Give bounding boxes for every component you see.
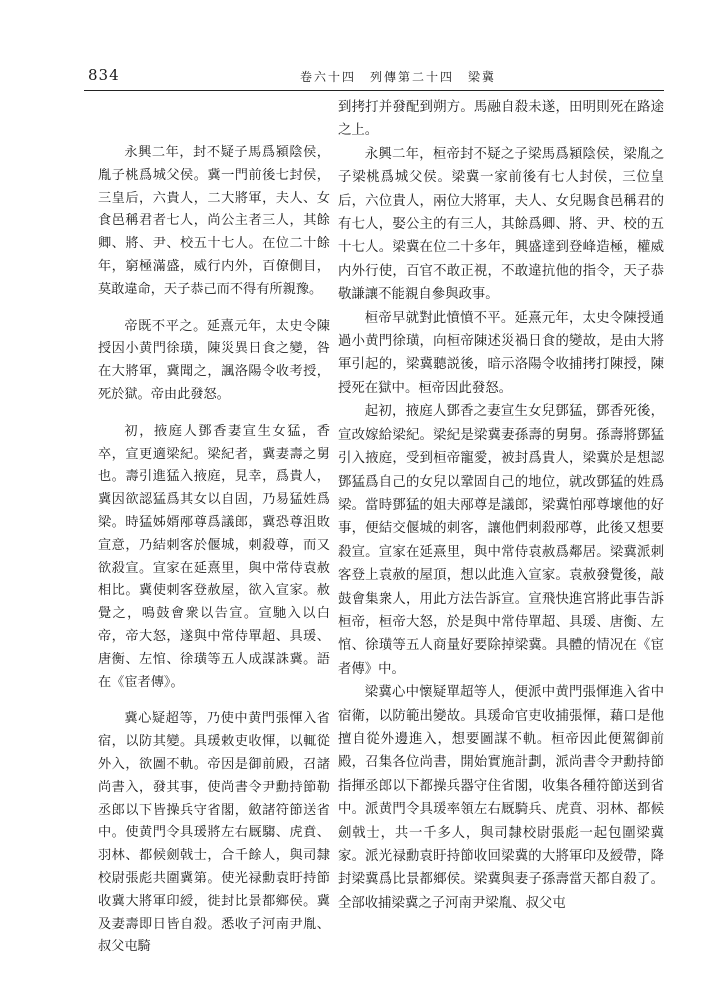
translation-paragraph: 到拷打并發配到朔方。馬融自殺未遂，田明則死在路途之上。 (338, 100, 664, 139)
running-title: 卷六十四 列傳第二十四 梁冀 (300, 70, 497, 84)
classical-paragraph: 永興二年，封不疑子馬爲潁陰侯，胤子桃爲城父侯。冀一門前後七封侯，三皇后，六貴人，二大將軍，夫人、女食邑稱君者七人，尚公主者三人，其餘卿、將、尹、校五十七人。在位二十餘年，窮極滿盛，威行内外，百僚側目，莫敢違命，天子恭己而不得有所親豫。 (98, 145, 330, 297)
translation-paragraph: 桓帝早就對此憤憤不平。延熹元年，太史令陳授通過小黄門徐璜，向桓帝陳述災禍日食的變故，是由大將軍引起的，梁冀聽説後，暗示洛陽令收捕拷打陳授，陳授死在獄中。桓帝因此發怒。 (338, 310, 664, 396)
classical-paragraph: 冀心疑超等，乃使中黄門張惲入省宿，以防其變。具瑗敕吏收惲，以輒從外入，欲圖不軌。帝因是御前殿，召諸尚書入，發其事，使尚書令尹勳持節勒丞郎以下皆操兵守省閣，斂諸符節送省中。使黄門令具瑗將左右厩騶、虎賁、羽林、都候劍戟士，合千餘人，與司隸校尉張彪共圍冀第。使光禄勳袁盱持節收冀大將軍印綬，徙封比景都鄉侯。冀及妻壽即日皆自殺。悉收子河南尹胤、叔父屯騎 (98, 711, 330, 955)
translation-paragraph: 起初，掖庭人鄧香之妻宣生女兒鄧猛，鄧香死後，宣改嫁給梁紀。梁紀是梁冀妻孫壽的舅舅。孫壽將鄧猛引入掖庭，受到桓帝寵愛，被封爲貴人，梁冀於是想認鄧猛爲自己的女兒以鞏固自己的地位，就改鄧猛的姓爲梁。當時鄧猛的姐夫邴尊是議郎，梁冀怕邴尊壞他的好事，便結交偃城的刺客，讓他們刺殺邴尊，此後又想要殺宣。宣家在延熹里，與中常侍袁赦爲鄰居。梁冀派刺客登上袁赦的屋頂，想以此進入宣家。袁赦發覺後，敲鼓會集衆人，用此方法告訴宣。宣飛快進宮將此事告訴桓帝，桓帝大怒，於是與中常侍單超、具瑗、唐衡、左悺、徐璜等五人商量好要除掉梁冀。具體的情况在《宦者傳》中。 (338, 404, 664, 677)
classical-paragraph: 初，掖庭人鄧香妻宣生女猛，香卒，宣更適梁紀。梁紀者，冀妻壽之舅也。壽引進猛入掖庭，見幸，爲貴人，冀因欲認猛爲其女以自固，乃易猛姓爲梁。時猛姊婿邴尊爲議郎，冀恐尊沮敗宣意，乃結刺客於偃城，刺殺尊，而又欲殺宣。宣家在延熹里，與中常侍袁赦相比。冀使刺客登赦屋，欲入宣家。赦覺之，鳴鼓會衆以告宣。宣馳入以白帝，帝大怒，遂與中常侍單超、具瑗、唐衡、左悺、徐璜等五人成謀誅冀。語在《宦者傳》。 (98, 423, 330, 690)
page-number: 834 (88, 66, 120, 84)
page-header (0, 0, 716, 96)
classical-paragraph: 帝既不平之。延熹元年，太史令陳授因小黄門徐璜，陳災異日食之變，咎在大將軍，冀聞之，諷洛陽令收考授，死於獄。帝由此發怒。 (98, 318, 330, 402)
translation-text-column (338, 96, 664, 980)
classical-paragraph (98, 96, 330, 142)
classical-text-column (98, 96, 330, 980)
translation-paragraph: 永興二年，桓帝封不疑之子梁馬爲潁陰侯，梁胤之子梁桃爲城父侯。梁冀一家前後有七人封侯，三位皇后，六位貴人，兩位大將軍，夫人、女兒賜食邑稱君的有七人，娶公主的有三人，其餘爲卿、將、尹、校的五十七人。梁冀在位二十多年，興盛達到登峰造極，權威内外行使，百官不敢正視，不敢違抗他的指令，天子恭敬謙讓不能親自參與政事。 (338, 146, 664, 303)
header-rule (84, 90, 664, 91)
translation-paragraph: 梁冀心中懷疑單超等人，便派中黄門張惲進入省中宿衛，以防範出變故。具瑗命官吏收捕張惲，藉口是他擅自從外邊進入，想要圖謀不軌。桓帝因此便駕御前殿，召集各位尚書，開始實施計劃，派尚書令尹勳持節指揮丞郎以下都操兵器守住省閣，收集各種符節送到省中。派黄門令具瑗率領左右厩騎兵、虎賁、羽林、都候劍戟士，共一千多人，與司隸校尉張彪一起包圍梁冀家。派光禄勳袁盱持節收回梁冀的大將軍印及綬帶，降封梁冀爲比景都鄉侯。梁冀與妻子孫壽當天都自殺了。全部收捕梁冀之子河南尹梁胤、叔父屯 (338, 685, 664, 911)
